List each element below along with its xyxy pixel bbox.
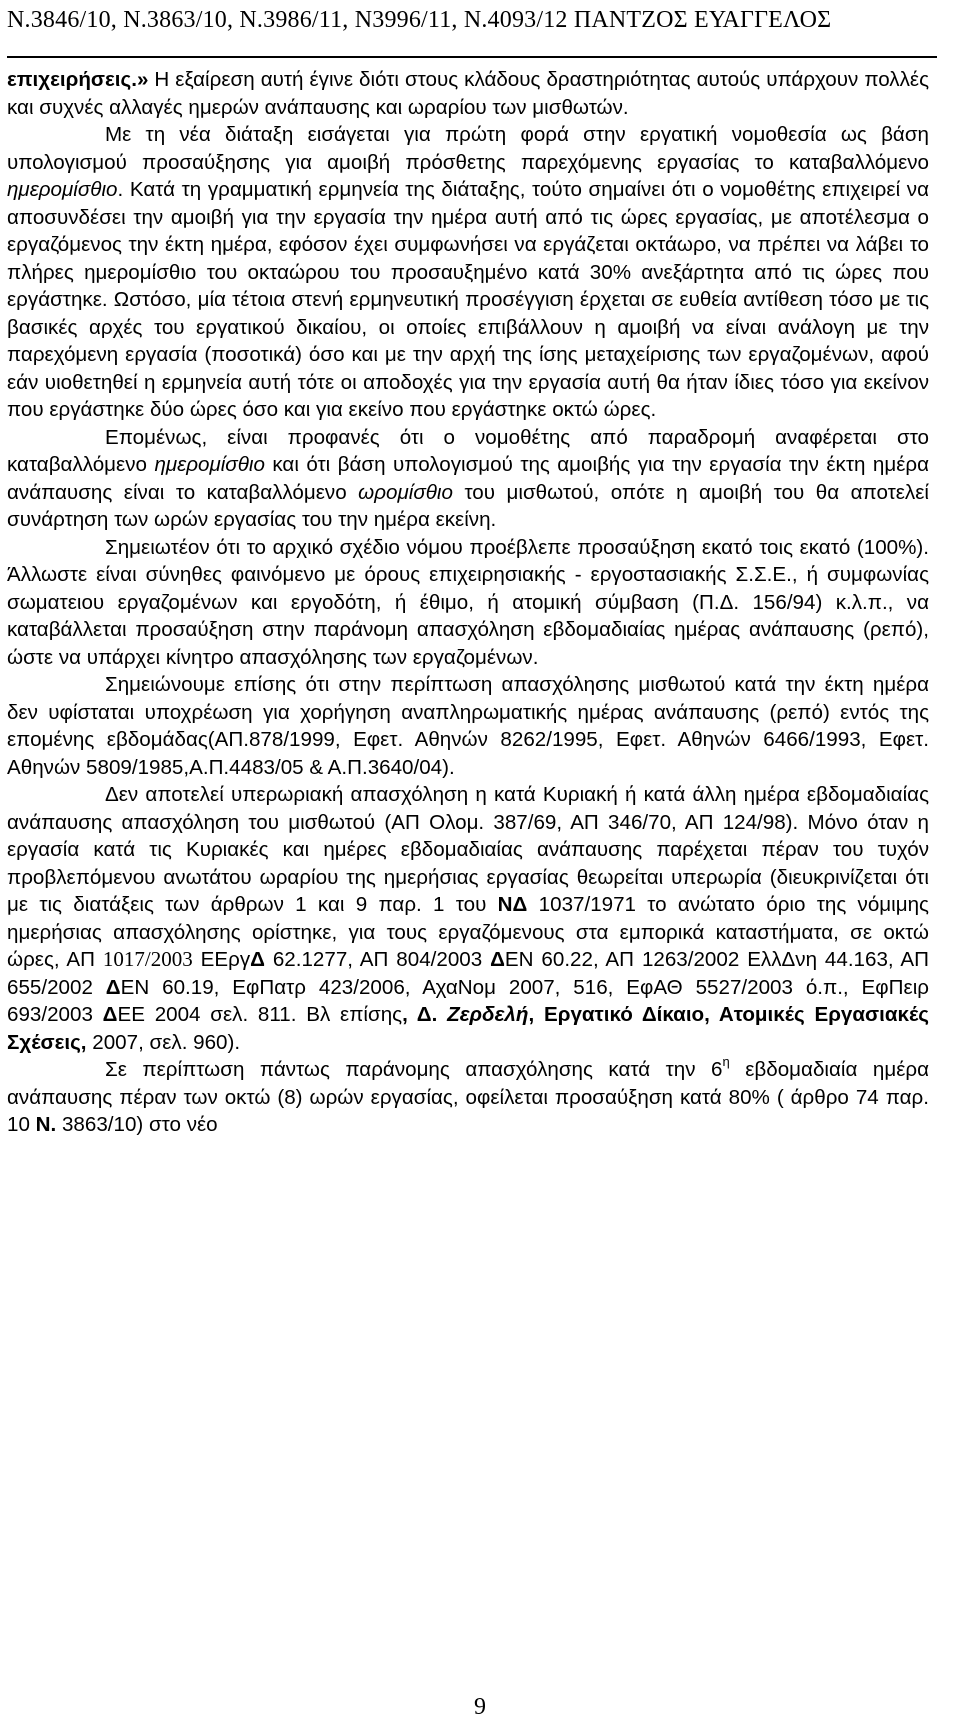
running-header: Ν.3846/10, Ν.3863/10, Ν.3986/11, Ν3996/11, Ν.4093/12 ΠΑΝΤΖΟΣ ΕΥΑΓΓΕΛΟΣ	[7, 7, 832, 33]
italic-term: ημερομίσθιο	[154, 453, 265, 476]
text-run: 62.1277, ΑΠ 804/2003	[264, 948, 491, 971]
paragraph-4: Σημειωτέον ότι το αρχικό σχέδιο νόμου προέβλεπε προσαύξηση εκατό τοις εκατό (100%). Άλλωστε είναι σύνηθες φαινόμενο με όρους επιχειρησιακής - εργοστασιακής Σ.Σ.Ε., ή συμφωνίας σωματειου εργαζομένων και εργοδότη, ή έθιμο, ή ατομική σύμβαση (Π.Δ. 156/94) κ.λ.π., να καταβάλλεται προσαύξηση στην παράνομη απασχόληση εβδομαδιαίας ημέρας ανάπαυσης (ρεπό), ώστε να υπάρχει κίνητρο απασχόλησης των εργαζομένων.	[7, 535, 929, 669]
paragraph-7	[7, 1056, 929, 1139]
bold-run: , Δ.	[402, 1003, 438, 1026]
text-run: εβδομαδιαία ημέρα ανάπαυσης πέραν των οκτώ (8) ωρών εργασίας, οφείλεται προσαύξηση κατά 80% ( άρθρο 74 παρ. 10	[7, 1058, 929, 1136]
text-run: 3863/10) στο νέο	[56, 1113, 218, 1136]
text-run: . Κατά τη γραμματική ερμηνεία της διάταξης, τούτο σημαίνει ότι ο νομοθέτης επιχειρεί να αποσυνδέσει την αμοιβή για την εργασία την ημέρα αυτή από τις ώρες εργασίας, με αποτέλεσμα ο εργαζόμενος την έκτη ημέρα, εφόσον έχει συμφωνήσει να εργάζεται οκτάωρο, να πρέπει να λάβει το πλήρες ημερομίσθιο του οκταώρου του προσαυξημένο κατά 30% ανεξάρτητα από τις ώρες που εργάστηκε. Ωστόσο, μία τέτοια στενή ερμηνευτική προσέγγιση έρχεται σε ευθεία αντίθεση τόσο με τις βασικές αρχές του εργατικού δικαίου, οι οποίες επιβάλλουν η αμοιβή να είναι ανάλογη με την παρεχόμενη εργασία (ποσοτικά) όσο και με την αρχή της ίσης μεταχείρισης των εργαζομένων, αφού εάν υιοθετηθεί η ερμηνεία αυτή τότε οι αποδοχές για την εργασία αυτή θα ήταν ίδιες τόσο για εκείνον που εργάστηκε δύο ώρες όσο και για εκείνο που εργάστηκε οκτώ ώρες.	[7, 178, 929, 421]
bold-lead: επιχειρήσεις.»	[7, 68, 149, 91]
text-run: Η εξαίρεση αυτή έγινε διότι στους κλάδους δραστηριότητας αυτούς υπάρχουν πολλές και συχνές αλλαγές ημερών ανάπαυσης και ωραρίου των μισθωτών.	[7, 68, 929, 119]
italic-term: ωρομίσθιο	[358, 480, 453, 504]
text-run: 2007, σελ. 960).	[86, 1030, 241, 1054]
paragraph-5: Σημειώνουμε επίσης ότι στην περίπτωση απασχόλησης μισθωτού κατά την έκτη ημέρα δεν υφίσταται υποχρέωση για χορήγηση αναπληρωματικής ημέρας ανάπαυσης (ρεπό) εντός της επομένης εβδομάδας(ΑΠ.878/1999, Εφετ. Αθηνών 8262/1995, Εφετ. Αθηνών 6466/1993, Εφετ. Αθηνών 5809/1985,Α.Π.4483/05 & Α.Π.3640/04).	[7, 673, 929, 779]
paragraph-1	[7, 66, 929, 121]
text-run: Σε περίπτωση πάντως παράνομης απασχόλησης κατά την 6	[105, 1058, 723, 1081]
bold-title: , Εργατικό Δίκαιο, Ατομικές Εργασιακές Σχέσεις,	[7, 1003, 930, 1054]
superscript: η	[722, 1054, 730, 1070]
bold-letter: Δ	[105, 975, 121, 999]
italic-term: ημερομίσθιο	[7, 178, 118, 201]
bold-letter: Δ	[250, 948, 265, 971]
text-run: Δεν αποτελεί υπερωριακή απασχόληση η κατά Κυριακή ή κατά άλλη ημέρα εβδομαδιαίας ανάπαυσης απασχόληση του μισθωτού (ΑΠ Ολομ. 387/69, ΑΠ 346/70, ΑΠ 124/98). Μόνο όταν η εργασία κατά τις Κυριακές και ημέρες εβδομαδιαίας ανάπαυσης παρέχεται πέραν του τυχόν προβλεπόμενου ανωτάτου ωραρίου της ημερήσιας εργασίας θεωρείται υπερωρία (διευκρινίζεται ότι με τις διατάξεις των άρθρων 1 και 9 παρ. 1 του	[7, 783, 929, 916]
text-run: Με τη νέα διάταξη εισάγεται για πρώτη φορά στην εργατική νομοθεσία ως βάση υπολογισμού προσαύξησης για αμοιβή πρόσθετης παρεχόμενης εργασίας το καταβαλλόμενο	[7, 123, 929, 174]
page-number: 9	[474, 1694, 486, 1720]
bold-letter: Δ	[490, 948, 505, 971]
text-run: ΕΕργ	[192, 948, 251, 971]
text-run: ΕΝ 60.22, ΑΠ 1263/2002 ΕλλΔνη 44.163, ΑΠ 655/2002	[7, 948, 930, 999]
text-run: του μισθωτού, οπότε η αμοιβή του θα αποτελεί συνάρτηση των ωρών εργασίας του την ημέρα εκείνη.	[7, 480, 929, 531]
text-run: ΕΝ 60.19, ΕφΠατρ 423/2006, ΑχαΝομ 2007, 516, ΕφΑΘ 5527/2003 ό.π., ΕφΠειρ 693/2003	[7, 975, 929, 1026]
text-run: και ότι βάση υπολογισμού της αμοιβής για την εργασία την έκτη ημέρα ανάπαυσης είναι το καταβαλλόμενο	[7, 453, 929, 504]
serif-run: 1017/2003	[102, 947, 193, 971]
bold-letter: Δ	[102, 1003, 118, 1026]
header-rule	[7, 56, 937, 58]
text-run: Επομένως, είναι προφανές ότι ο νομοθέτης από παραδρομή αναφέρεται στο καταβαλλόμενο	[7, 425, 929, 476]
paragraph-2	[7, 121, 929, 424]
text-run: ΕΕ 2004 σελ. 811. Βλ επίσης	[117, 1003, 403, 1026]
document-body	[7, 66, 929, 1139]
paragraph-3	[7, 424, 929, 534]
paragraph-6	[7, 781, 929, 1056]
text-run: 1037/1971 το ανώτατο όριο της νόμιμης ημερήσιας απασχόλησης ορίστηκε, για τους εργαζόμενους στα εμπορικά καταστήματα, σε οκτώ ώρες, ΑΠ	[7, 893, 929, 971]
bold-abbr: ΝΔ	[497, 893, 528, 916]
bold-abbr: Ν.	[35, 1113, 57, 1136]
bold-italic-author: Ζερδελή	[447, 1003, 529, 1026]
